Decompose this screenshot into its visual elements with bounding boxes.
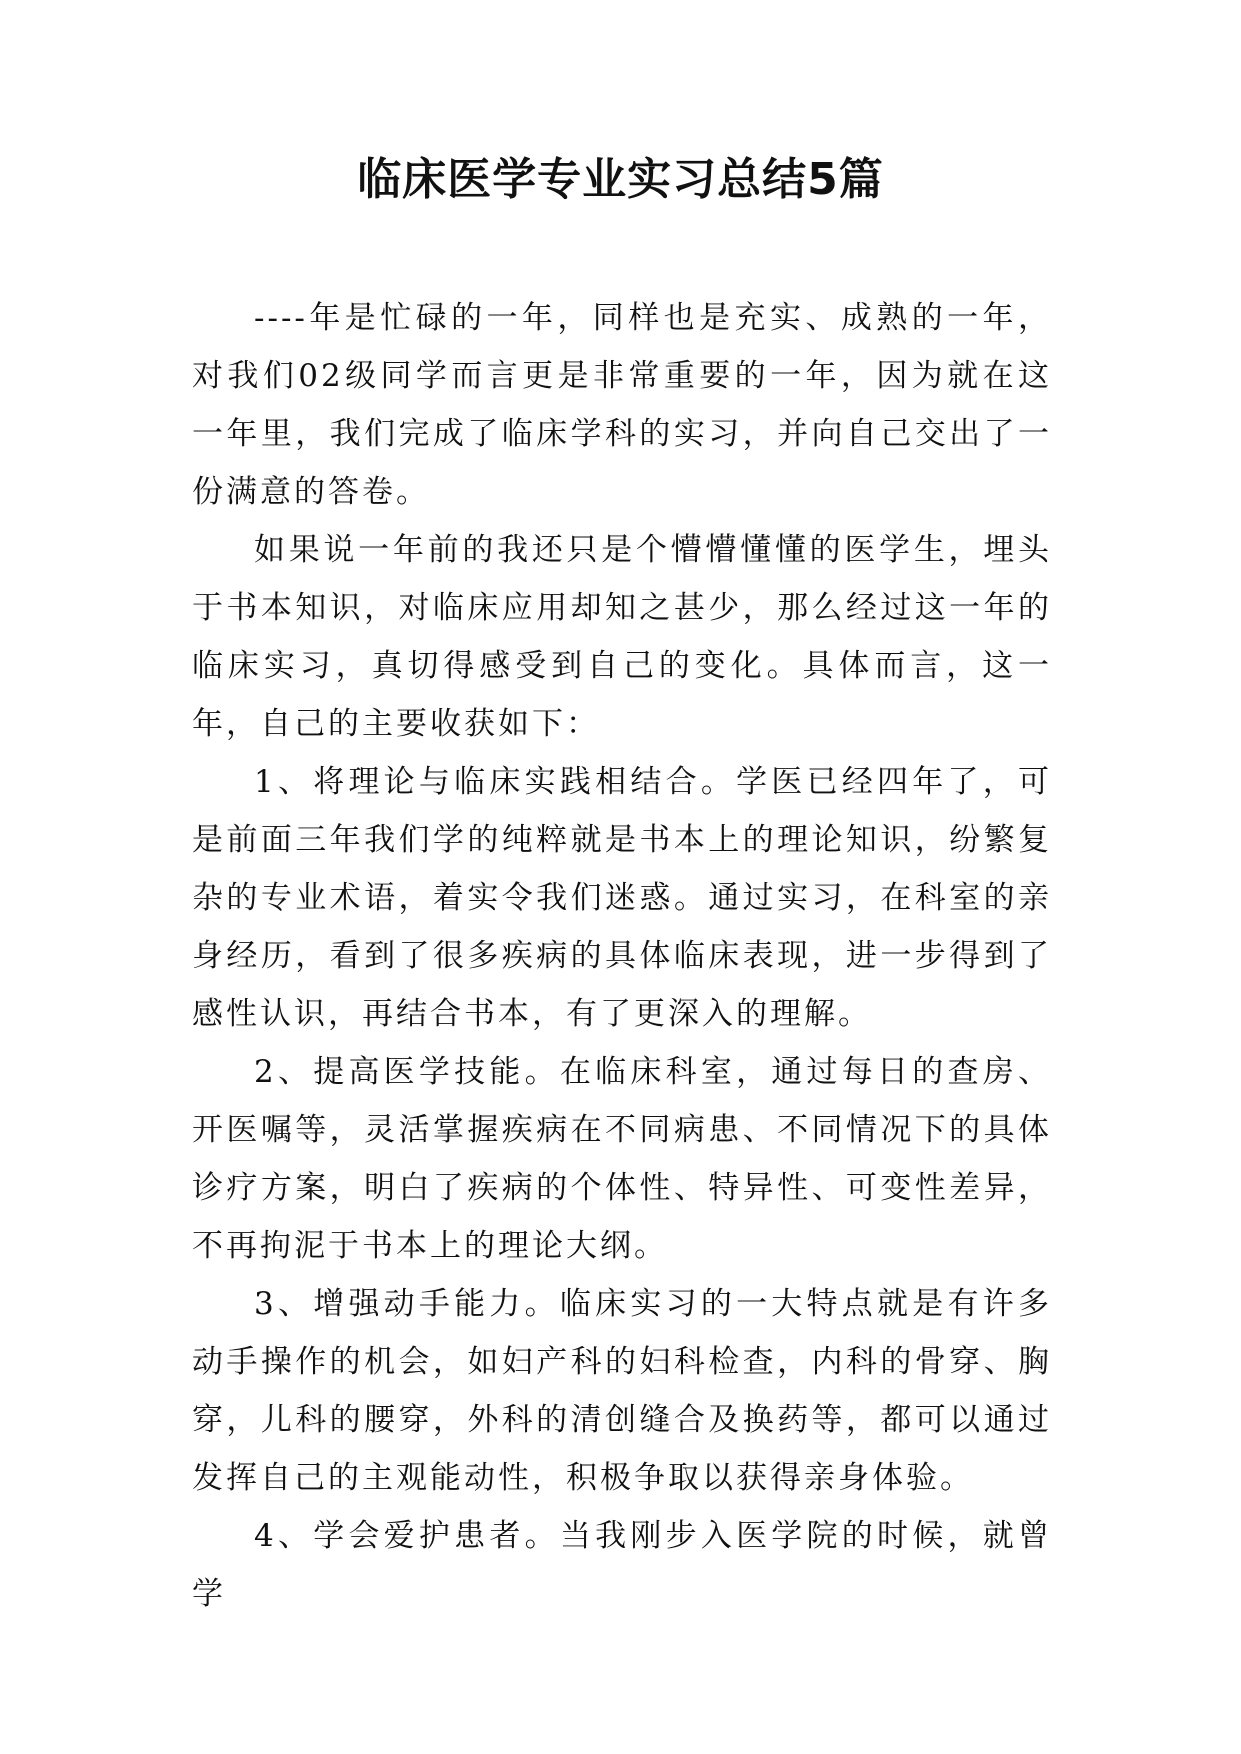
paragraph-1: ----年是忙碌的一年，同样也是充实、成熟的一年，对我们02级同学而言更是非常重要的一年，因为就在这一年里，我们完成了临床学科的实习，并向自己交出了一份满意的答卷。 — [192, 300, 1052, 510]
paragraph-5: 3、增强动手能力。临床实习的一大特点就是有许多动手操作的机会，如妇产科的妇科检查，内科的骨穿、胸穿，儿科的腰穿，外科的清创缝合及换药等，都可以通过发挥自己的主观能动性，积极争取以获得亲身体验。 — [192, 1286, 1052, 1496]
document-body — [192, 289, 1052, 1623]
paragraph-4: 2、提高医学技能。在临床科室，通过每日的查房、开医嘱等，灵活掌握疾病在不同病患、不同情况下的具体诊疗方案，明白了疾病的个体性、特异性、可变性差异，不再拘泥于书本上的理论大纲。 — [192, 1054, 1052, 1264]
paragraph-6: 4、学会爱护患者。当我刚步入医学院的时候，就曾学 — [192, 1518, 1052, 1612]
paragraph-2: 如果说一年前的我还只是个懵懵懂懂的医学生，埋头于书本知识，对临床应用却知之甚少，那么经过这一年的临床实习，真切得感受到自己的变化。具体而言，这一年，自己的主要收获如下： — [192, 532, 1052, 742]
paragraph-3: 1、将理论与临床实践相结合。学医已经四年了，可是前面三年我们学的纯粹就是书本上的理论知识，纷繁复杂的专业术语，着实令我们迷惑。通过实习，在科室的亲身经历，看到了很多疾病的具体临床表现，进一步得到了感性认识，再结合书本，有了更深入的理解。 — [192, 764, 1052, 1032]
document-title: 临床医学专业实习总结5篇 — [357, 154, 884, 205]
